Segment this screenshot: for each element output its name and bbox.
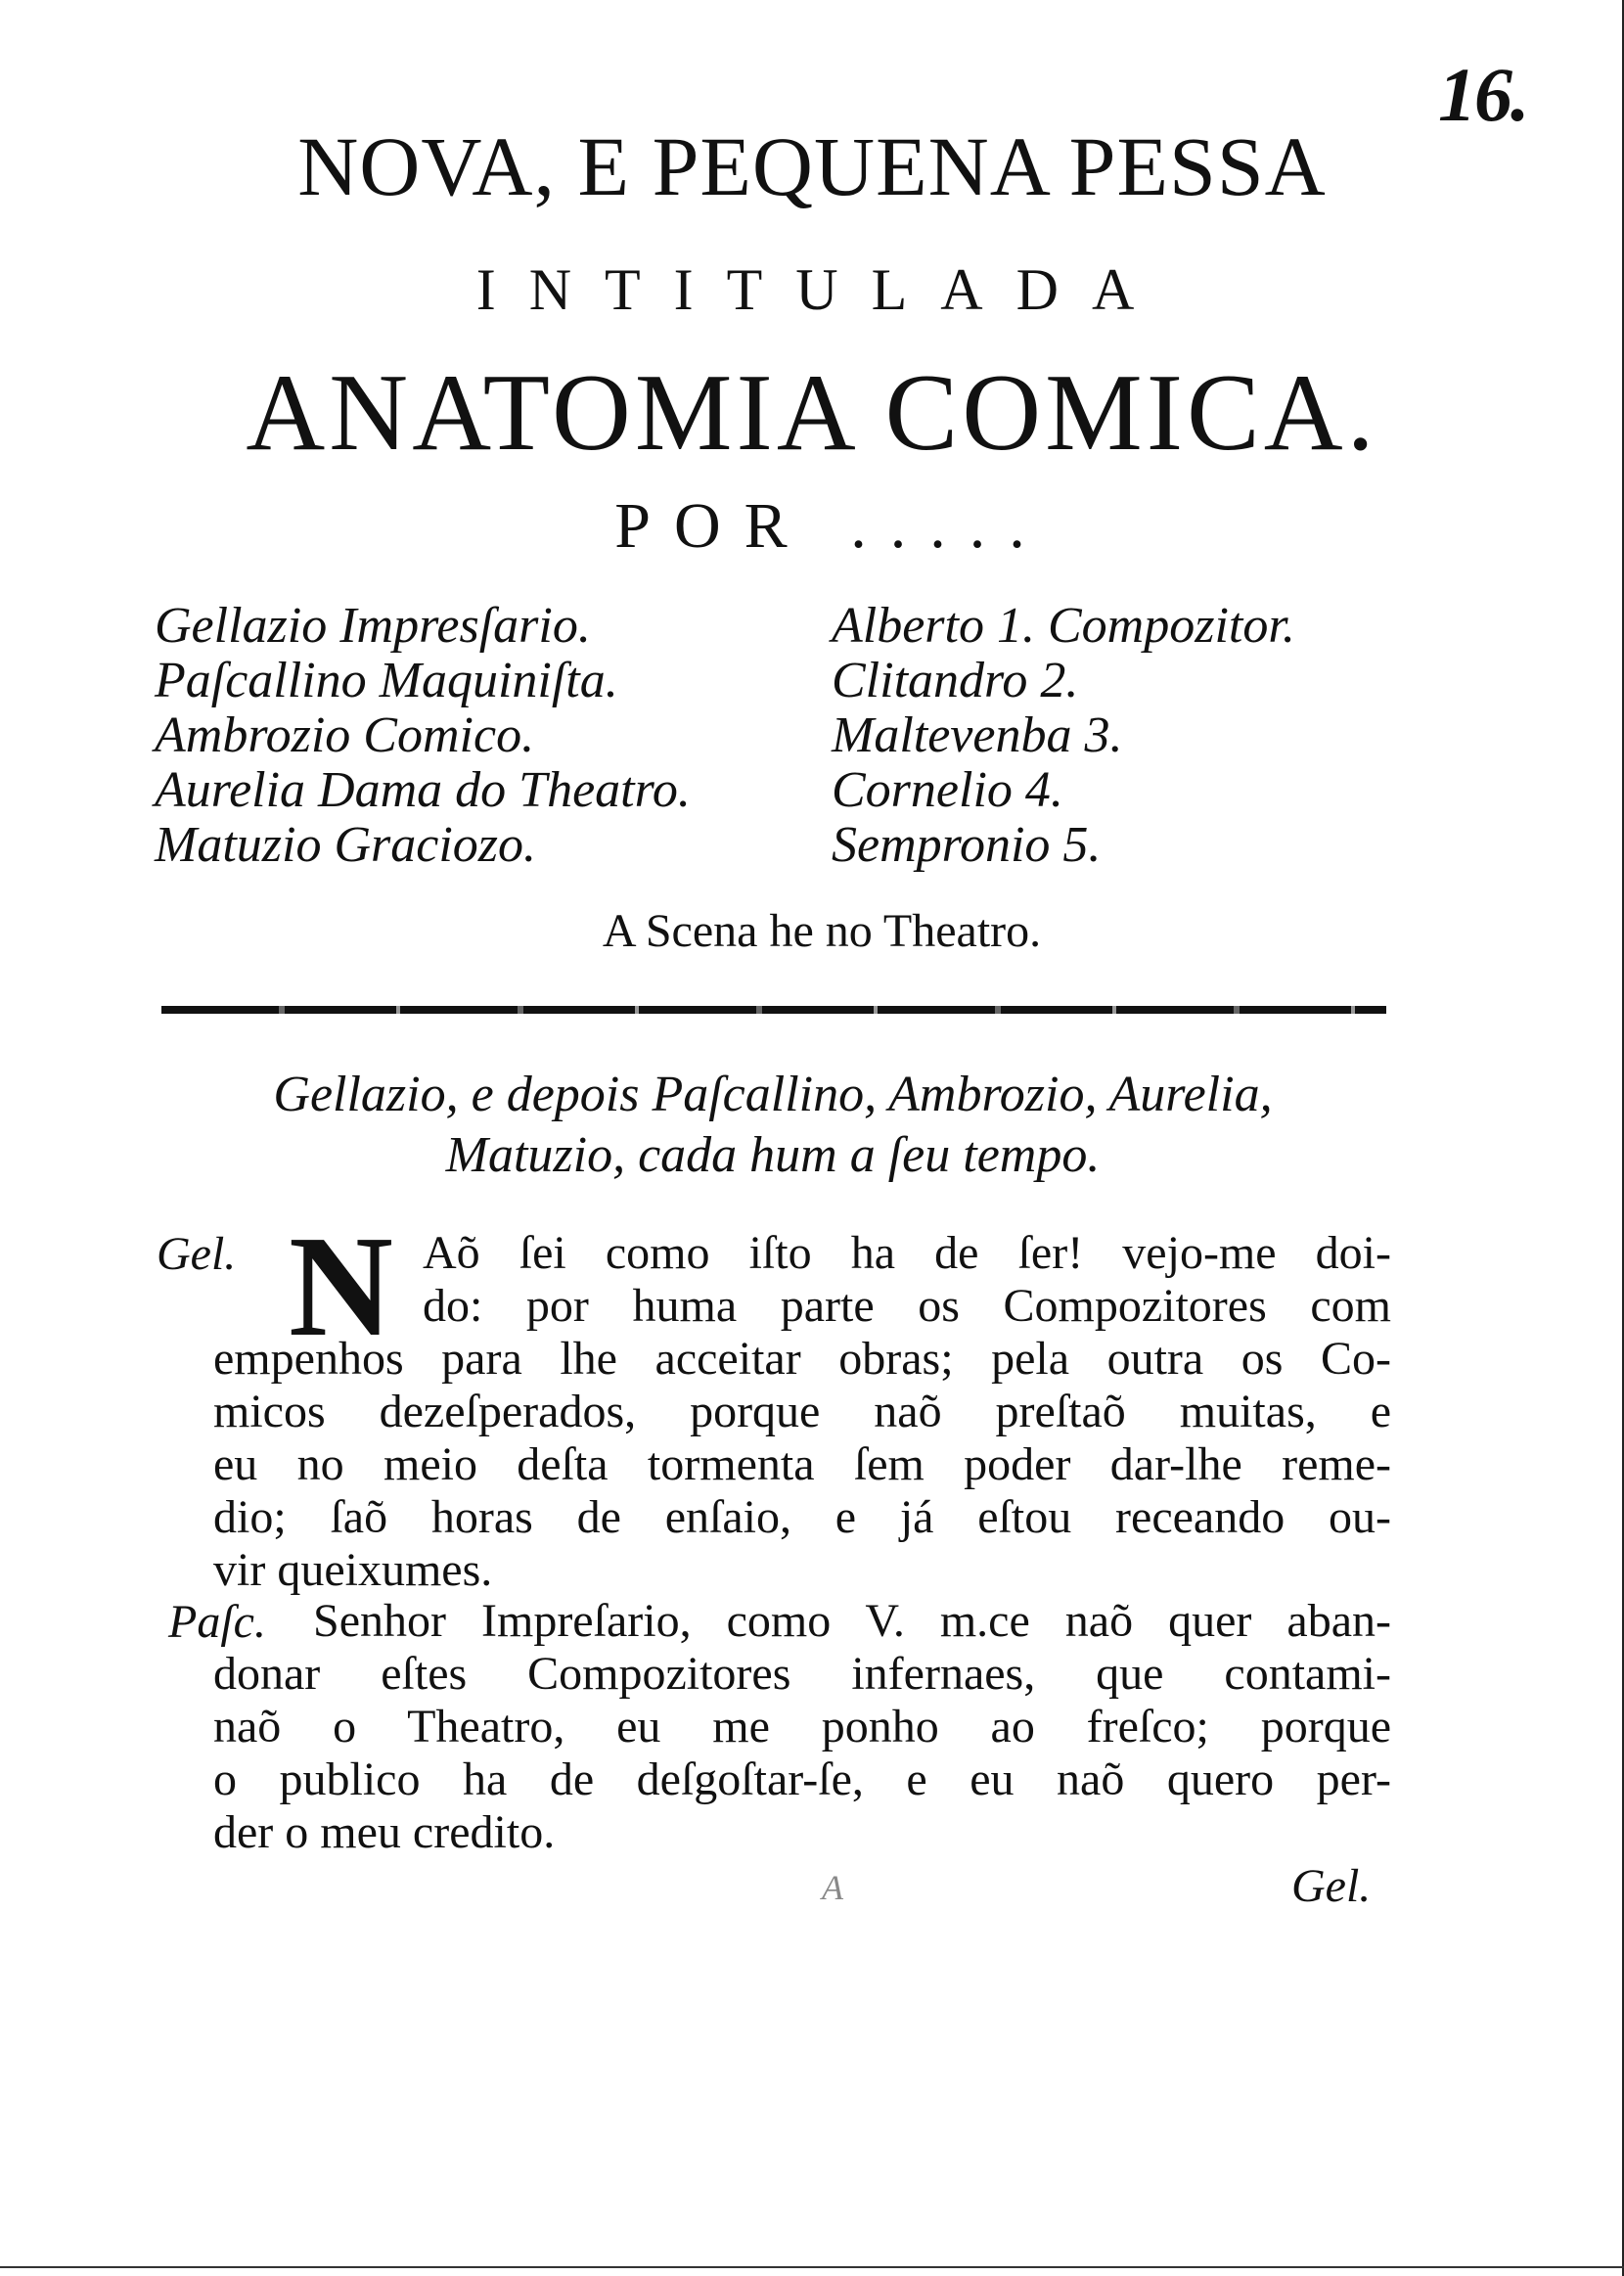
text-line: Senhor Impreſario, como V. m.ce naõ quer aban-	[313, 1595, 1391, 1647]
text-line: Aõ ſei como iſto ha de ſer! vejo-me doi-	[423, 1227, 1391, 1279]
speech-text	[213, 1648, 1391, 1859]
speech-text	[313, 1595, 1391, 1648]
scene-heading	[157, 1065, 1389, 1186]
folio-number: 16.	[1438, 52, 1528, 137]
cast-entry: Ambrozio Comico.	[155, 707, 535, 763]
cast-entry: Cornelio 4.	[832, 762, 1063, 818]
scene-heading-line: Gellazio, e depois Paſcallino, Ambrozio, Aurelia,	[273, 1067, 1273, 1122]
scene-note: A Scena he no Theatro.	[602, 905, 1042, 957]
cast-list-left	[155, 599, 691, 873]
cast-entry: Maltevenba 3.	[832, 707, 1123, 763]
cast-entry: Paſcallino Maquiniſta.	[155, 653, 618, 708]
page-edge-bottom	[0, 2266, 1624, 2268]
cast-entry: Alberto 1. Compozitor.	[832, 598, 1295, 654]
text-line: donar eſtes Compozitores infernaes, que contami-	[213, 1648, 1391, 1700]
drop-capital: N	[289, 1206, 393, 1367]
cast-entry: Matuzio Graciozo.	[155, 817, 536, 873]
cast-entry: Sempronio 5.	[832, 817, 1102, 873]
text-line: empenhos para lhe acceitar obras; pela outra os Co-	[213, 1333, 1391, 1385]
text-line: o publico ha de deſgoſtar-ſe, e eu naõ quero per-	[213, 1753, 1391, 1805]
speech-text	[213, 1333, 1391, 1597]
signature-mark: A	[822, 1868, 843, 1907]
text-line: do: por huma parte os Compozitores com	[423, 1280, 1391, 1332]
cast-entry: Gellazio Impresſario.	[155, 598, 591, 654]
text-line: micos dezeſperados, porque naõ preſtaõ muitas, e	[213, 1386, 1391, 1437]
title-line-3: ANATOMIA COMICA.	[246, 352, 1378, 474]
text-line: eu no meio deſta tormenta ſem poder dar-lhe reme-	[213, 1438, 1391, 1490]
cast-entry: Clitandro 2.	[832, 653, 1079, 708]
text-line: naõ o Theatro, eu me ponho ao freſco; porque	[213, 1701, 1391, 1753]
speaker-label: Gel.	[157, 1228, 237, 1280]
scene-heading-line: Matuzio, cada hum a ſeu tempo.	[445, 1127, 1101, 1183]
divider-rule	[161, 1006, 1386, 1014]
speech-text	[423, 1227, 1391, 1333]
text-line: der o meu credito.	[213, 1806, 556, 1858]
title-line-1: NOVA, E PEQUENA PESSA	[297, 119, 1327, 213]
text-line: dio; ſaõ horas de enſaio, e já eſtou receando ou-	[213, 1491, 1391, 1543]
catchword: Gel.	[1291, 1860, 1372, 1912]
cast-list-right	[832, 599, 1295, 873]
title-line-4: POR .....	[614, 490, 1049, 562]
text-line: vir queixumes.	[213, 1544, 493, 1596]
speaker-label: Paſc.	[168, 1596, 266, 1648]
title-line-2: INTITULADA	[475, 257, 1168, 322]
cast-entry: Aurelia Dama do Theatro.	[155, 762, 691, 818]
